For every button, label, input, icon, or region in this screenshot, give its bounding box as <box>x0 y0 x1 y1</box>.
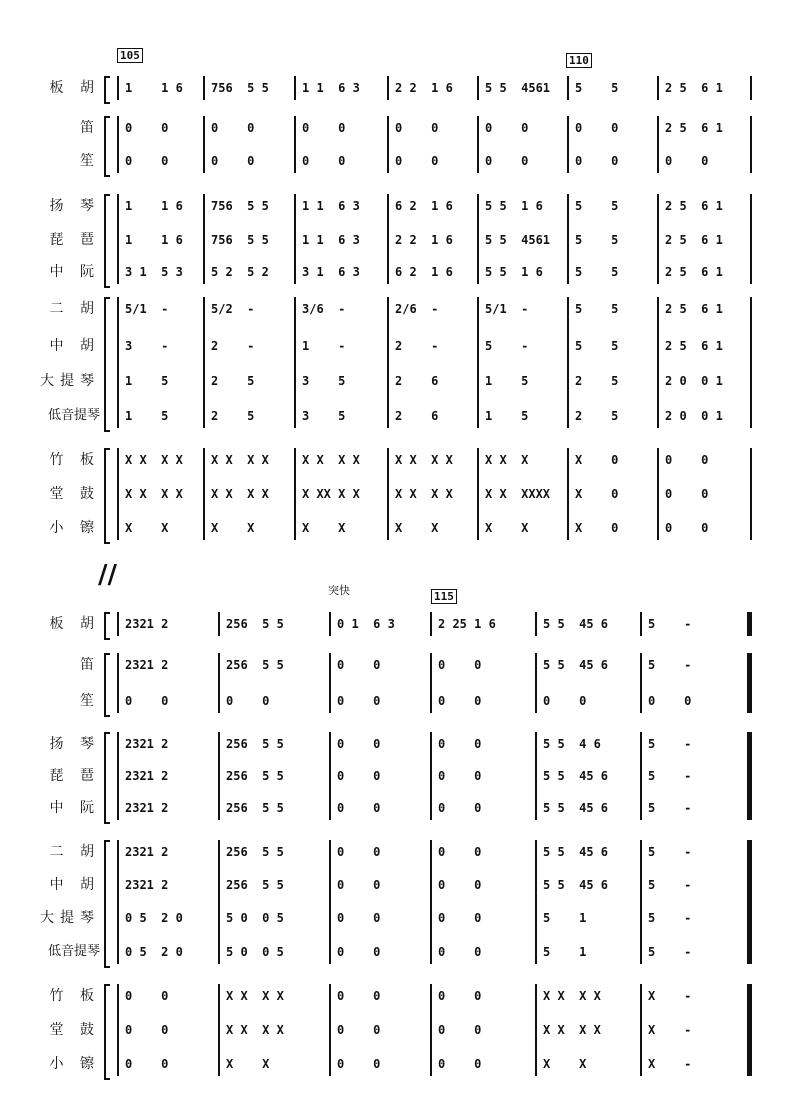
system-break-mark: // <box>98 560 117 590</box>
barline <box>640 612 642 636</box>
staff-bracket <box>104 732 110 824</box>
measure-cell: 2321 2 <box>125 801 169 815</box>
instrument-label: 笙 <box>80 693 100 709</box>
measure-cell: 5 5 <box>575 302 619 316</box>
barline <box>430 840 432 964</box>
measure-cell: 0 0 <box>211 154 255 168</box>
measure-cell: X X X X <box>543 989 601 1003</box>
barline <box>535 653 537 713</box>
instrument-label: 二 胡 <box>49 844 100 860</box>
measure-cell: 2 25 1 6 <box>438 617 496 631</box>
measure-cell: X X X X <box>211 453 269 467</box>
measure-cell: 5 5 1 6 <box>485 265 543 279</box>
staff-bracket <box>104 448 110 544</box>
measure-cell: X X <box>226 1057 270 1071</box>
barline <box>329 732 331 820</box>
final-barline <box>747 984 752 1076</box>
measure-cell: 0 0 <box>337 845 381 859</box>
measure-cell: 2 5 <box>211 374 255 388</box>
measure-cell: 0 0 <box>395 154 439 168</box>
measure-cell: 0 0 <box>665 154 709 168</box>
staff-bracket <box>104 76 110 104</box>
barline <box>117 76 119 100</box>
measure-cell: 3 5 <box>302 374 346 388</box>
barline <box>535 840 537 964</box>
measure-cell: 2 5 6 1 <box>665 233 723 247</box>
measure-cell: 2 - <box>211 339 255 353</box>
measure-cell: 0 5 2 0 <box>125 911 183 925</box>
rehearsal-mark: 105 <box>117 48 143 63</box>
measure-cell: 5 2 5 2 <box>211 265 269 279</box>
measure-cell: X X X X <box>125 487 183 501</box>
measure-cell: 0 0 <box>125 989 169 1003</box>
barline <box>203 194 205 284</box>
measure-cell: 0 0 <box>438 658 482 672</box>
barline <box>535 612 537 636</box>
measure-cell: 5 1 <box>543 911 587 925</box>
measure-cell: 0 0 <box>575 154 619 168</box>
instrument-label: 竹 板 <box>49 452 100 468</box>
barline <box>567 194 569 284</box>
measure-cell: 0 0 <box>125 1057 169 1071</box>
instrument-label: 二 胡 <box>49 301 100 317</box>
barline <box>329 840 331 964</box>
measure-cell: 5 0 0 5 <box>226 911 284 925</box>
measure-cell: X 0 <box>575 487 619 501</box>
measure-cell: 5 5 1 6 <box>485 199 543 213</box>
measure-cell: 5 5 <box>575 199 619 213</box>
final-barline <box>747 732 752 820</box>
measure-cell: 5 5 45 6 <box>543 878 609 892</box>
instrument-label: 堂 鼓 <box>49 1022 100 1038</box>
measure-cell: 2321 2 <box>125 878 169 892</box>
barline <box>657 116 659 173</box>
instrument-label: 笛 <box>80 120 100 136</box>
barline <box>477 194 479 284</box>
measure-cell: 3 - <box>125 339 169 353</box>
measure-cell: 2 0 0 1 <box>665 409 723 423</box>
measure-cell: 2321 2 <box>125 737 169 751</box>
measure-cell: 1 5 <box>485 409 529 423</box>
barline <box>657 448 659 540</box>
measure-cell: X XX X X <box>302 487 360 501</box>
barline <box>567 297 569 428</box>
measure-cell: 0 0 <box>438 1023 482 1037</box>
measure-cell: 0 0 <box>438 737 482 751</box>
measure-cell: 6 2 1 6 <box>395 265 453 279</box>
measure-cell: 0 0 <box>337 989 381 1003</box>
barline <box>203 297 205 428</box>
instrument-label: 低音提琴 <box>47 944 100 959</box>
measure-cell: 2 - <box>395 339 439 353</box>
measure-cell: 0 0 <box>395 121 439 135</box>
barline <box>117 448 119 540</box>
instrument-label: 琵 琶 <box>49 232 100 248</box>
measure-cell: 1 1 6 3 <box>302 233 360 247</box>
tempo-marking: 突快 <box>328 584 350 597</box>
measure-cell: 0 0 <box>125 1023 169 1037</box>
measure-cell: 756 5 5 <box>211 199 269 213</box>
measure-cell: 2 6 <box>395 409 439 423</box>
barline <box>117 732 119 820</box>
measure-cell: 2321 2 <box>125 769 169 783</box>
measure-cell: 2 5 6 1 <box>665 302 723 316</box>
barline <box>567 116 569 173</box>
measure-cell: 0 0 <box>337 911 381 925</box>
measure-cell: 0 0 <box>438 1057 482 1071</box>
final-barline <box>747 840 752 964</box>
measure-cell: X 0 <box>575 453 619 467</box>
measure-cell: 0 1 6 3 <box>337 617 395 631</box>
barline <box>430 732 432 820</box>
measure-cell: 0 0 <box>575 121 619 135</box>
staff-bracket <box>104 653 110 717</box>
measure-cell: X 0 <box>575 521 619 535</box>
measure-cell: 0 0 <box>337 945 381 959</box>
barline <box>657 297 659 428</box>
measure-cell: 0 0 <box>438 911 482 925</box>
instrument-label: 小 镲 <box>49 1056 100 1072</box>
instrument-label: 板 胡 <box>49 80 100 96</box>
measure-cell: 1 5 <box>125 374 169 388</box>
measure-cell: 756 5 5 <box>211 81 269 95</box>
instrument-label: 中 胡 <box>49 877 100 893</box>
measure-cell: 2 2 1 6 <box>395 233 453 247</box>
measure-cell: X X X X <box>211 487 269 501</box>
barline <box>203 76 205 100</box>
measure-cell: 2 5 <box>575 409 619 423</box>
barline <box>329 984 331 1076</box>
measure-cell: 1 1 6 <box>125 199 183 213</box>
measure-cell: 256 5 5 <box>226 617 284 631</box>
barline <box>117 297 119 428</box>
measure-cell: 0 0 <box>337 878 381 892</box>
measure-cell: 3 1 6 3 <box>302 265 360 279</box>
measure-cell: X X <box>395 521 439 535</box>
rehearsal-mark: 115 <box>431 589 457 604</box>
measure-cell: 0 0 <box>485 121 529 135</box>
measure-cell: 2 5 <box>211 409 255 423</box>
measure-cell: 2 5 6 1 <box>665 339 723 353</box>
measure-cell: X X X X <box>226 989 284 1003</box>
staff-bracket <box>104 984 110 1080</box>
measure-cell: 0 0 <box>337 658 381 672</box>
measure-cell: 3 1 5 3 <box>125 265 183 279</box>
measure-cell: 256 5 5 <box>226 658 284 672</box>
barline <box>117 116 119 173</box>
measure-cell: 0 0 <box>648 694 692 708</box>
barline <box>218 732 220 820</box>
measure-cell: 2 5 6 1 <box>665 121 723 135</box>
measure-cell: 5 5 45 6 <box>543 658 609 672</box>
barline <box>203 448 205 540</box>
measure-cell: 0 0 <box>337 1023 381 1037</box>
measure-cell: X X X X <box>543 1023 601 1037</box>
barline <box>430 612 432 636</box>
instrument-label: 扬 琴 <box>49 736 100 752</box>
measure-cell: 0 0 <box>211 121 255 135</box>
barline <box>294 297 296 428</box>
measure-cell: X X X X <box>395 487 453 501</box>
measure-cell: 5 - <box>485 339 529 353</box>
measure-cell: 5/1 - <box>485 302 529 316</box>
measure-cell: 5 - <box>648 769 692 783</box>
barline <box>567 448 569 540</box>
staff-bracket <box>104 297 110 432</box>
measure-cell: 5 - <box>648 801 692 815</box>
measure-cell: 1 1 6 3 <box>302 81 360 95</box>
barline <box>117 840 119 964</box>
measure-cell: 2 0 0 1 <box>665 374 723 388</box>
staff-bracket <box>104 840 110 968</box>
measure-cell: 2321 2 <box>125 845 169 859</box>
measure-cell: 0 0 <box>438 989 482 1003</box>
measure-cell: 2/6 - <box>395 302 439 316</box>
measure-cell: 2 2 1 6 <box>395 81 453 95</box>
measure-cell: X X <box>485 521 529 535</box>
measure-cell: 0 0 <box>337 769 381 783</box>
barline <box>567 76 569 100</box>
measure-cell: 0 0 <box>438 694 482 708</box>
staff-bracket <box>104 194 110 288</box>
measure-cell: 0 0 <box>125 694 169 708</box>
instrument-label: 中 胡 <box>49 338 100 354</box>
measure-cell: 5 - <box>648 945 692 959</box>
measure-cell: 1 1 6 <box>125 233 183 247</box>
instrument-label: 琵 琶 <box>49 768 100 784</box>
barline <box>750 194 752 284</box>
barline <box>387 194 389 284</box>
instrument-label: 笛 <box>80 657 100 673</box>
barline <box>640 840 642 964</box>
barline <box>750 116 752 173</box>
measure-cell: 5 5 <box>575 233 619 247</box>
measure-cell: 5 - <box>648 737 692 751</box>
instrument-label: 小 镲 <box>49 520 100 536</box>
barline <box>640 732 642 820</box>
measure-cell: 0 0 <box>226 694 270 708</box>
measure-cell: X X <box>543 1057 587 1071</box>
measure-cell: 256 5 5 <box>226 769 284 783</box>
instrument-label: 笙 <box>80 153 100 169</box>
measure-cell: 0 0 <box>438 769 482 783</box>
measure-cell: 0 0 <box>125 154 169 168</box>
measure-cell: X X <box>125 521 169 535</box>
measure-cell: 3/6 - <box>302 302 346 316</box>
instrument-label: 竹 板 <box>49 988 100 1004</box>
barline <box>477 76 479 100</box>
measure-cell: 5 5 4561 <box>485 233 551 247</box>
barline <box>750 297 752 428</box>
measure-cell: X X X <box>485 453 529 467</box>
staff-bracket <box>104 116 110 177</box>
measure-cell: 256 5 5 <box>226 878 284 892</box>
measure-cell: 5 5 45 6 <box>543 801 609 815</box>
barline <box>117 984 119 1076</box>
barline <box>387 116 389 173</box>
barline <box>294 116 296 173</box>
barline <box>657 76 659 100</box>
instrument-label: 低音提琴 <box>47 408 100 423</box>
measure-cell: 2321 2 <box>125 658 169 672</box>
measure-cell: 256 5 5 <box>226 845 284 859</box>
measure-cell: 5 - <box>648 617 692 631</box>
instrument-label: 大提琴 <box>40 373 100 389</box>
measure-cell: X X X X <box>226 1023 284 1037</box>
measure-cell: 1 - <box>302 339 346 353</box>
measure-cell: 0 0 <box>337 801 381 815</box>
measure-cell: X X <box>211 521 255 535</box>
measure-cell: X - <box>648 989 692 1003</box>
final-barline <box>747 612 752 636</box>
barline <box>294 448 296 540</box>
measure-cell: 5/1 - <box>125 302 169 316</box>
instrument-label: 扬 琴 <box>49 198 100 214</box>
measure-cell: 5 - <box>648 845 692 859</box>
instrument-label: 板 胡 <box>49 616 100 632</box>
measure-cell: 0 0 <box>665 487 709 501</box>
measure-cell: 5 5 45 6 <box>543 769 609 783</box>
barline <box>477 448 479 540</box>
barline <box>218 984 220 1076</box>
instrument-label: 堂 鼓 <box>49 486 100 502</box>
measure-cell: 1 1 6 <box>125 81 183 95</box>
measure-cell: 6 2 1 6 <box>395 199 453 213</box>
measure-cell: 0 5 2 0 <box>125 945 183 959</box>
measure-cell: 756 5 5 <box>211 233 269 247</box>
measure-cell: 5 5 <box>575 265 619 279</box>
measure-cell: X X X X <box>302 453 360 467</box>
barline <box>117 194 119 284</box>
measure-cell: 1 1 6 3 <box>302 199 360 213</box>
measure-cell: 5 5 <box>575 81 619 95</box>
measure-cell: 5 1 <box>543 945 587 959</box>
measure-cell: 5 - <box>648 878 692 892</box>
measure-cell: 0 0 <box>485 154 529 168</box>
measure-cell: 0 0 <box>438 945 482 959</box>
barline <box>218 653 220 713</box>
measure-cell: 5 5 45 6 <box>543 617 609 631</box>
measure-cell: 2 6 <box>395 374 439 388</box>
measure-cell: 0 0 <box>337 737 381 751</box>
measure-cell: 5 5 45 6 <box>543 845 609 859</box>
barline <box>387 76 389 100</box>
barline <box>294 194 296 284</box>
barline <box>387 448 389 540</box>
barline <box>640 653 642 713</box>
measure-cell: 2 5 <box>575 374 619 388</box>
barline <box>750 76 752 100</box>
measure-cell: X - <box>648 1057 692 1071</box>
barline <box>203 116 205 173</box>
barline <box>477 297 479 428</box>
measure-cell: 0 0 <box>302 154 346 168</box>
measure-cell: 1 5 <box>485 374 529 388</box>
barline <box>117 612 119 636</box>
measure-cell: 5 0 0 5 <box>226 945 284 959</box>
measure-cell: 5 - <box>648 658 692 672</box>
measure-cell: 0 0 <box>543 694 587 708</box>
instrument-label: 中 阮 <box>49 800 100 816</box>
rehearsal-mark: 110 <box>566 53 592 68</box>
measure-cell: 0 0 <box>438 845 482 859</box>
measure-cell: X - <box>648 1023 692 1037</box>
barline <box>535 984 537 1076</box>
measure-cell: X X <box>302 521 346 535</box>
instrument-label: 大提琴 <box>40 910 100 926</box>
barline <box>750 448 752 540</box>
measure-cell: 5 5 <box>575 339 619 353</box>
barline <box>218 612 220 636</box>
barline <box>657 194 659 284</box>
barline <box>329 653 331 713</box>
measure-cell: 256 5 5 <box>226 737 284 751</box>
measure-cell: 3 5 <box>302 409 346 423</box>
measure-cell: 2321 2 <box>125 617 169 631</box>
barline <box>430 653 432 713</box>
barline <box>329 612 331 636</box>
measure-cell: 2 5 6 1 <box>665 265 723 279</box>
instrument-label: 中 阮 <box>49 264 100 280</box>
measure-cell: 0 0 <box>438 878 482 892</box>
measure-cell: 1 5 <box>125 409 169 423</box>
barline <box>640 984 642 1076</box>
measure-cell: 2 5 6 1 <box>665 81 723 95</box>
barline <box>218 840 220 964</box>
barline <box>294 76 296 100</box>
barline <box>430 984 432 1076</box>
measure-cell: X X X X <box>395 453 453 467</box>
measure-cell: 5/2 - <box>211 302 255 316</box>
measure-cell: X X XXXX <box>485 487 551 501</box>
measure-cell: 0 0 <box>665 453 709 467</box>
barline <box>535 732 537 820</box>
measure-cell: 0 0 <box>438 801 482 815</box>
measure-cell: 2 5 6 1 <box>665 199 723 213</box>
measure-cell: 0 0 <box>337 694 381 708</box>
measure-cell: 0 0 <box>337 1057 381 1071</box>
measure-cell: 0 0 <box>125 121 169 135</box>
measure-cell: 5 - <box>648 911 692 925</box>
barline <box>477 116 479 173</box>
measure-cell: 5 5 4561 <box>485 81 551 95</box>
barline <box>387 297 389 428</box>
final-barline <box>747 653 752 713</box>
barline <box>117 653 119 713</box>
measure-cell: 0 0 <box>665 521 709 535</box>
staff-bracket <box>104 612 110 640</box>
measure-cell: X X X X <box>125 453 183 467</box>
measure-cell: 256 5 5 <box>226 801 284 815</box>
measure-cell: 5 5 4 6 <box>543 737 601 751</box>
measure-cell: 0 0 <box>302 121 346 135</box>
